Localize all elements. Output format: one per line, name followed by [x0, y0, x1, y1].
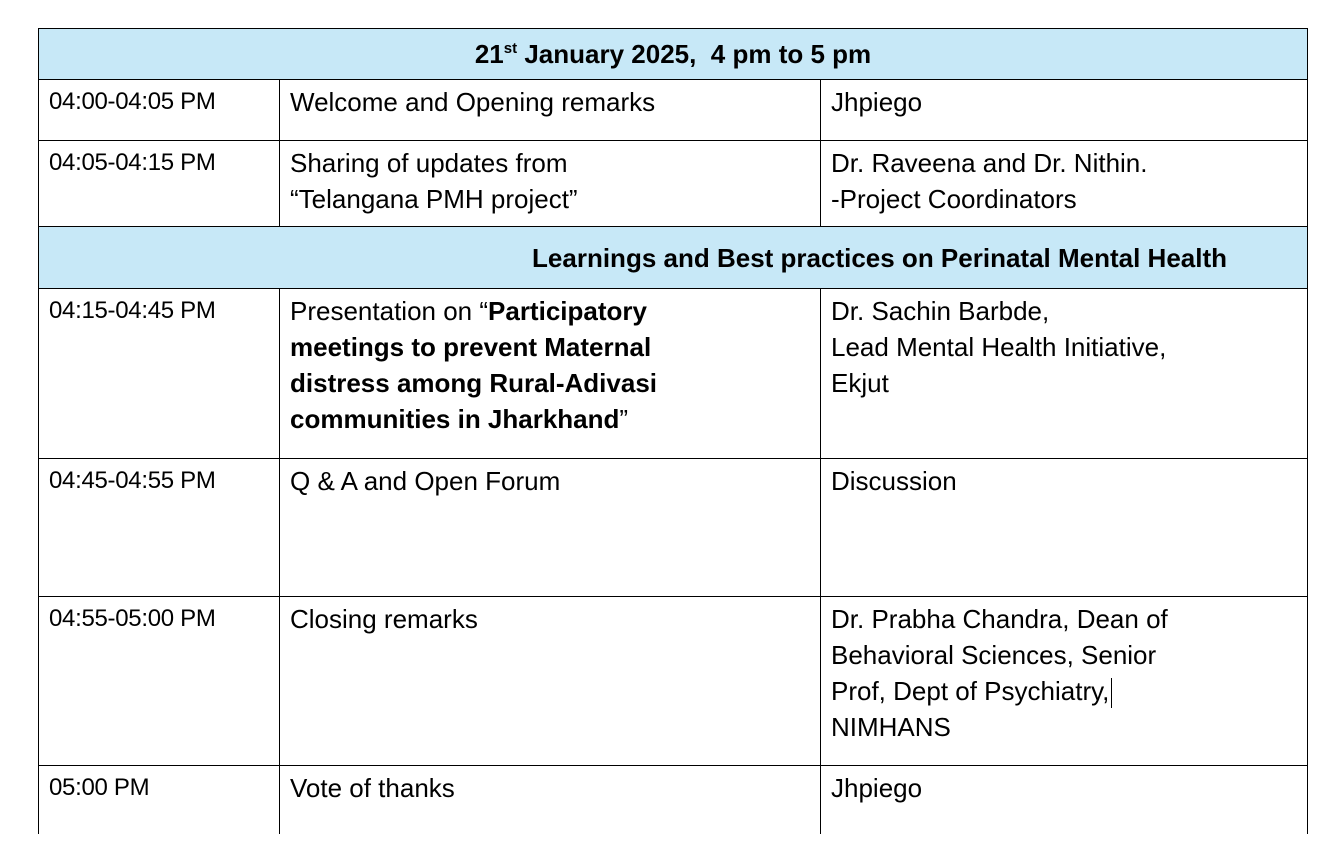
time-cell: 04:55-05:00 PM — [39, 597, 280, 766]
speaker-cell — [821, 141, 1308, 227]
speaker-line: -Project Coordinators — [831, 184, 1077, 214]
speaker-line: Ekjut — [831, 368, 889, 398]
speaker-line: Dr. Raveena and Dr. Nithin. — [831, 148, 1148, 178]
topic-cell — [280, 597, 821, 766]
agenda-row — [39, 141, 1308, 227]
speaker-line — [831, 673, 1299, 709]
topic-cell — [280, 766, 821, 834]
section-heading: Learnings and Best practices on Perinatal Mental Health — [39, 227, 1308, 289]
topic-line: Vote of thanks — [290, 773, 455, 803]
speaker-line: Dr. Prabha Chandra, Dean of — [831, 604, 1168, 634]
topic-cell — [280, 459, 821, 597]
speaker-cell — [821, 289, 1308, 459]
topic-cell — [280, 141, 821, 227]
date-header-row — [39, 29, 1308, 80]
speaker-cell — [821, 80, 1308, 141]
date-time-range: January 2025, 4 pm to 5 pm — [517, 39, 872, 69]
topic-prefix: Presentation on “ — [290, 296, 489, 326]
speaker-cell — [821, 597, 1308, 766]
topic-cell — [280, 289, 821, 459]
topic-line: Q & A and Open Forum — [290, 466, 561, 496]
topic-bold-line: communities in Jharkhand — [290, 404, 620, 434]
time-cell: 04:45-04:55 PM — [39, 459, 280, 597]
topic-line — [290, 293, 812, 329]
speaker-line: Behavioral Sciences, Senior — [831, 640, 1157, 670]
time-cell: 05:00 PM — [39, 766, 280, 834]
text-cursor — [1111, 678, 1112, 708]
speaker-line: Discussion — [831, 466, 957, 496]
agenda-row — [39, 597, 1308, 766]
topic-cell — [280, 80, 821, 141]
agenda-row — [39, 459, 1308, 597]
topic-bold-line: distress among Rural-Adivasi — [290, 368, 657, 398]
date-day: 21 — [474, 39, 504, 69]
speaker-cell — [821, 766, 1308, 834]
speaker-line: NIMHANS — [831, 712, 951, 742]
speaker-line: Dr. Sachin Barbde, — [831, 296, 1050, 326]
time-cell: 04:05-04:15 PM — [39, 141, 280, 227]
speaker-cell — [821, 459, 1308, 597]
agenda-table — [38, 28, 1308, 834]
topic-suffix: ” — [619, 404, 629, 434]
time-cell: 04:00-04:05 PM — [39, 80, 280, 141]
speaker-line-text: Prof, Dept of Psychiatry, — [831, 676, 1110, 706]
topic-bold-line: Participatory — [488, 296, 647, 326]
topic-line: Welcome and Opening remarks — [290, 87, 656, 117]
topic-line — [290, 401, 812, 437]
topic-bold-line: meetings to prevent Maternal — [290, 332, 652, 362]
date-day-suffix: st — [503, 40, 518, 57]
speaker-line: Jhpiego — [831, 87, 923, 117]
topic-line: “Telangana PMH project” — [290, 184, 578, 214]
topic-line: Sharing of updates from — [290, 148, 568, 178]
speaker-line: Jhpiego — [831, 773, 923, 803]
time-cell: 04:15-04:45 PM — [39, 289, 280, 459]
speaker-line: Lead Mental Health Initiative, — [831, 332, 1167, 362]
agenda-row — [39, 80, 1308, 141]
agenda-row — [39, 766, 1308, 834]
section-header-row — [39, 227, 1308, 289]
topic-line: Closing remarks — [290, 604, 478, 634]
agenda-row — [39, 289, 1308, 459]
date-header — [39, 29, 1308, 80]
